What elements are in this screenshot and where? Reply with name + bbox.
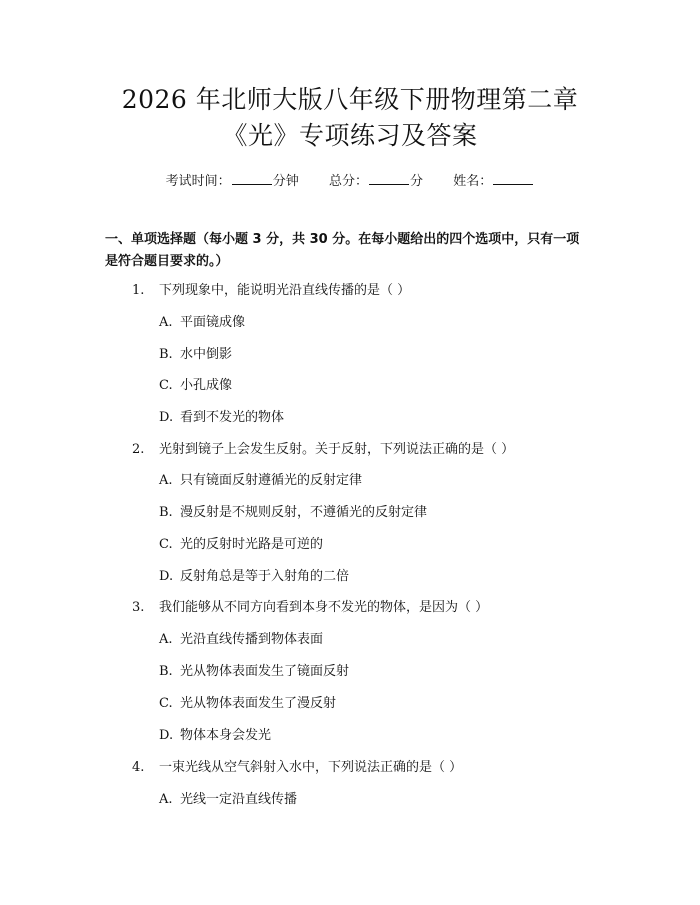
option-letter: D.: [159, 410, 174, 425]
option-letter: D.: [159, 728, 174, 743]
option-letter: A.: [159, 792, 173, 807]
score-label: 总分：: [328, 174, 368, 189]
question-number: 3.: [132, 600, 145, 615]
option-text: 看到不发光的物体: [180, 410, 285, 425]
exam-meta: [0, 170, 700, 189]
option-text: 光的反射时光路是可逆的: [180, 537, 324, 552]
page-title-line1: 2026 年北师大版八年级下册物理第二章: [121, 85, 579, 114]
option-text: 物体本身会发光: [180, 728, 272, 743]
option-letter: D.: [159, 569, 174, 584]
option-text: 光沿直线传播到物体表面: [180, 632, 324, 647]
option-letter: A.: [159, 473, 173, 488]
option-text: 小孔成像: [180, 378, 233, 393]
question-text: 下列现象中，能说明光沿直线传播的是（ ）: [159, 283, 411, 298]
option-text: 只有镜面反射遵循光的反射定律: [180, 473, 363, 488]
option-text: 光从物体表面发生了镜面反射: [180, 664, 350, 679]
time-blank: [232, 174, 272, 185]
time-label: 考试时间：: [165, 174, 231, 189]
name-blank: [493, 174, 533, 185]
question-number: 4.: [132, 760, 145, 775]
option-letter: B.: [159, 505, 173, 520]
option-text: 漫反射是不规则反射，不遵循光的反射定律: [180, 505, 428, 520]
score-blank: [369, 174, 409, 185]
section-heading-line2: 是符合题目要求的。）: [105, 254, 229, 269]
option-letter: C.: [159, 378, 173, 393]
option-text: 水中倒影: [180, 347, 233, 362]
option-text: 光线一定沿直线传播: [180, 792, 298, 807]
question-number: 1.: [132, 283, 145, 298]
score-unit: 分: [410, 174, 424, 189]
option-letter: A.: [159, 632, 173, 647]
option-text: 光从物体表面发生了漫反射: [180, 696, 337, 711]
option-text: 反射角总是等于入射角的二倍: [180, 569, 350, 584]
name-label: 姓名：: [453, 174, 493, 189]
option-letter: B.: [159, 347, 173, 362]
time-unit: 分钟: [272, 174, 299, 189]
option-letter: C.: [159, 537, 173, 552]
question-text: 一束光线从空气斜射入水中，下列说法正确的是（ ）: [159, 760, 463, 775]
option-letter: C.: [159, 696, 173, 711]
option-letter: A.: [159, 315, 173, 330]
option-text: 平面镜成像: [180, 315, 246, 330]
question-text: 我们能够从不同方向看到本身不发光的物体，是因为（ ）: [159, 600, 489, 615]
section-heading-line1: 一、单项选择题（每小题 3 分，共 30 分。在每小题给出的四个选项中，只有一项: [105, 232, 580, 247]
question-text: 光射到镜子上会发生反射。关于反射，下列说法正确的是（ ）: [159, 442, 515, 457]
option-letter: B.: [159, 664, 173, 679]
question-number: 2.: [132, 442, 145, 457]
page-title-line2: 《光》专项练习及答案: [222, 121, 478, 150]
